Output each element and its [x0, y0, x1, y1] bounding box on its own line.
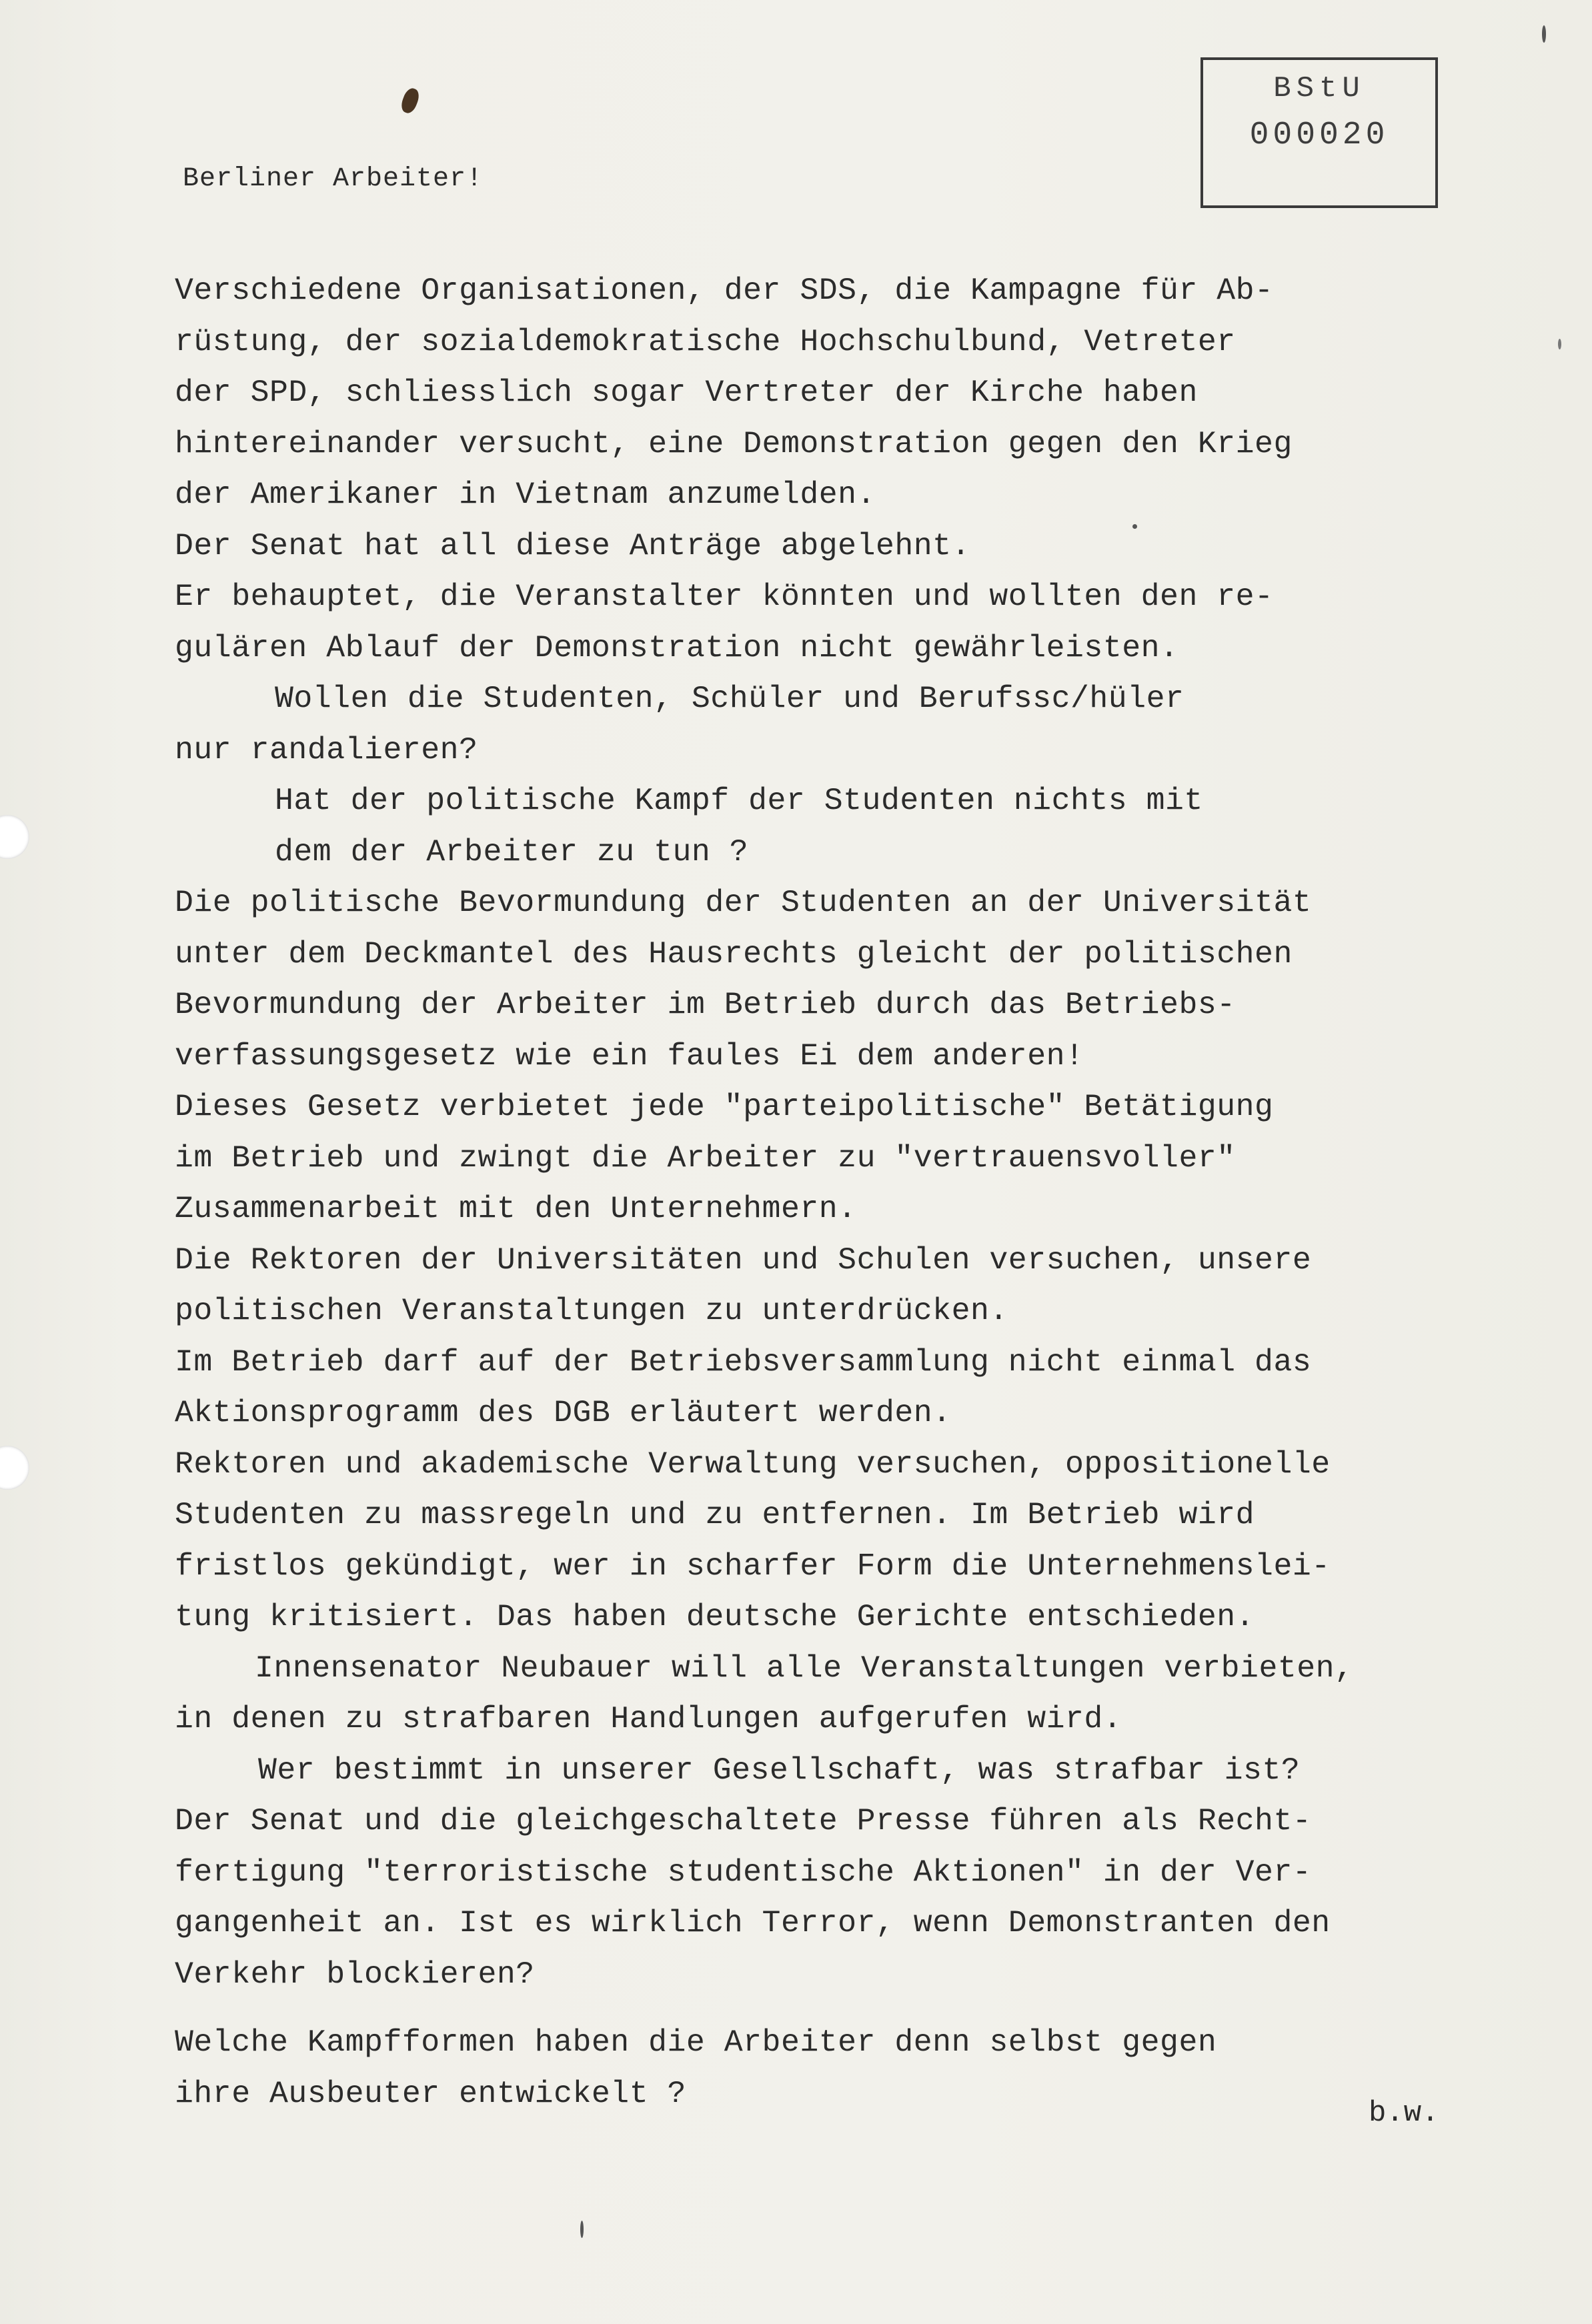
- text-line: politischen Veranstaltungen zu unterdrücken.: [175, 1293, 1008, 1328]
- text-line: Studenten zu massregeln und zu entfernen. Im Betrieb wird: [175, 1497, 1255, 1532]
- text-line: verfassungsgesetz wie ein faules Ei dem anderen!: [175, 1038, 1084, 1074]
- text-line: Verkehr blockieren?: [175, 1956, 535, 1992]
- text-line: fristlos gekündigt, wer in scharfer Form die Unternehmenslei-: [175, 1548, 1331, 1584]
- text-line: Hat der politische Kampf der Studenten nichts mit: [275, 783, 1203, 818]
- salutation: Berliner Arbeiter!: [183, 164, 484, 194]
- punch-hole-bottom: [0, 1446, 29, 1490]
- text-line: der Amerikaner in Vietnam anzumelden.: [175, 477, 876, 512]
- text-line: Innensenator Neubauer will alle Veranstaltungen verbieten,: [255, 1650, 1354, 1686]
- text-line: Bevormundung der Arbeiter im Betrieb durch das Betriebs-: [175, 987, 1236, 1022]
- text-line: Die Rektoren der Universitäten und Schulen versuchen, unsere: [175, 1242, 1312, 1278]
- text-line: Im Betrieb darf auf der Betriebsversammlung nicht einmal das: [175, 1344, 1312, 1380]
- text-line: in denen zu strafbaren Handlungen aufgerufen wird.: [175, 1701, 1122, 1736]
- text-line: Welche Kampfformen haben die Arbeiter denn selbst gegen: [175, 2025, 1217, 2060]
- text-line: Verschiedene Organisationen, der SDS, die Kampagne für Ab-: [175, 273, 1274, 308]
- text-line: rüstung, der sozialdemokratische Hochschulbund, Vetreter: [175, 323, 1236, 359]
- text-line: Dieses Gesetz verbietet jede "parteipolitische" Betätigung: [175, 1089, 1274, 1124]
- stamp-archive-label: BStU: [1273, 72, 1365, 105]
- text-line: Wollen die Studenten, Schüler und Berufssc/hüler: [275, 681, 1184, 716]
- ink-blot: [399, 86, 422, 115]
- text-line: Der Senat und die gleichgeschaltete Presse führen als Recht-: [175, 1803, 1312, 1839]
- text-line: im Betrieb und zwingt die Arbeiter zu "vertrauensvoller": [175, 1140, 1236, 1176]
- text-line: gulären Ablauf der Demonstration nicht gewährleisten.: [175, 630, 1179, 666]
- text-line: Aktionsprogramm des DGB erläutert werden.: [175, 1395, 952, 1430]
- text-line: Wer bestimmt in unserer Gesellschaft, was strafbar ist?: [258, 1752, 1301, 1788]
- text-line: ihre Ausbeuter entwickelt ?: [175, 2075, 686, 2111]
- text-line: dem der Arbeiter zu tun ?: [275, 834, 749, 870]
- text-line: fertigung "terroristische studentische Aktionen" in der Ver-: [175, 1854, 1312, 1890]
- text-line: unter dem Deckmantel des Hausrechts gleicht der politischen: [175, 936, 1293, 972]
- stamp-page-number: 000020: [1249, 117, 1389, 153]
- paragraph-gap: [175, 2000, 1455, 2017]
- archive-stamp: [1201, 57, 1438, 208]
- text-line: tung kritisiert. Das haben deutsche Gerichte entschieden.: [175, 1599, 1255, 1634]
- letter-body: [175, 265, 1455, 2119]
- text-line: Er behauptet, die Veranstalter könnten und wollten den re-: [175, 579, 1274, 614]
- dot-speck: [1558, 339, 1561, 349]
- text-line: der SPD, schliesslich sogar Vertreter der Kirche haben: [175, 375, 1198, 410]
- text-line: Rektoren und akademische Verwaltung versuchen, oppositionelle: [175, 1446, 1331, 1482]
- page-turn-note: b.w.: [1369, 2097, 1439, 2130]
- text-line: Die politische Bevormundung der Studenten an der Universität: [175, 885, 1312, 920]
- text-line: Der Senat hat all diese Anträge abgelehnt.: [175, 527, 970, 563]
- text-line: Zusammenarbeit mit den Unternehmern.: [175, 1191, 857, 1226]
- text-line: nur randalieren?: [175, 732, 478, 768]
- punch-hole-top: [0, 815, 29, 859]
- edge-speck: [1542, 25, 1546, 43]
- edge-speck: [580, 2221, 584, 2238]
- text-line: gangenheit an. Ist es wirklich Terror, wenn Demonstranten den: [175, 1905, 1331, 1941]
- text-line: hintereinander versucht, eine Demonstration gegen den Krieg: [175, 425, 1293, 461]
